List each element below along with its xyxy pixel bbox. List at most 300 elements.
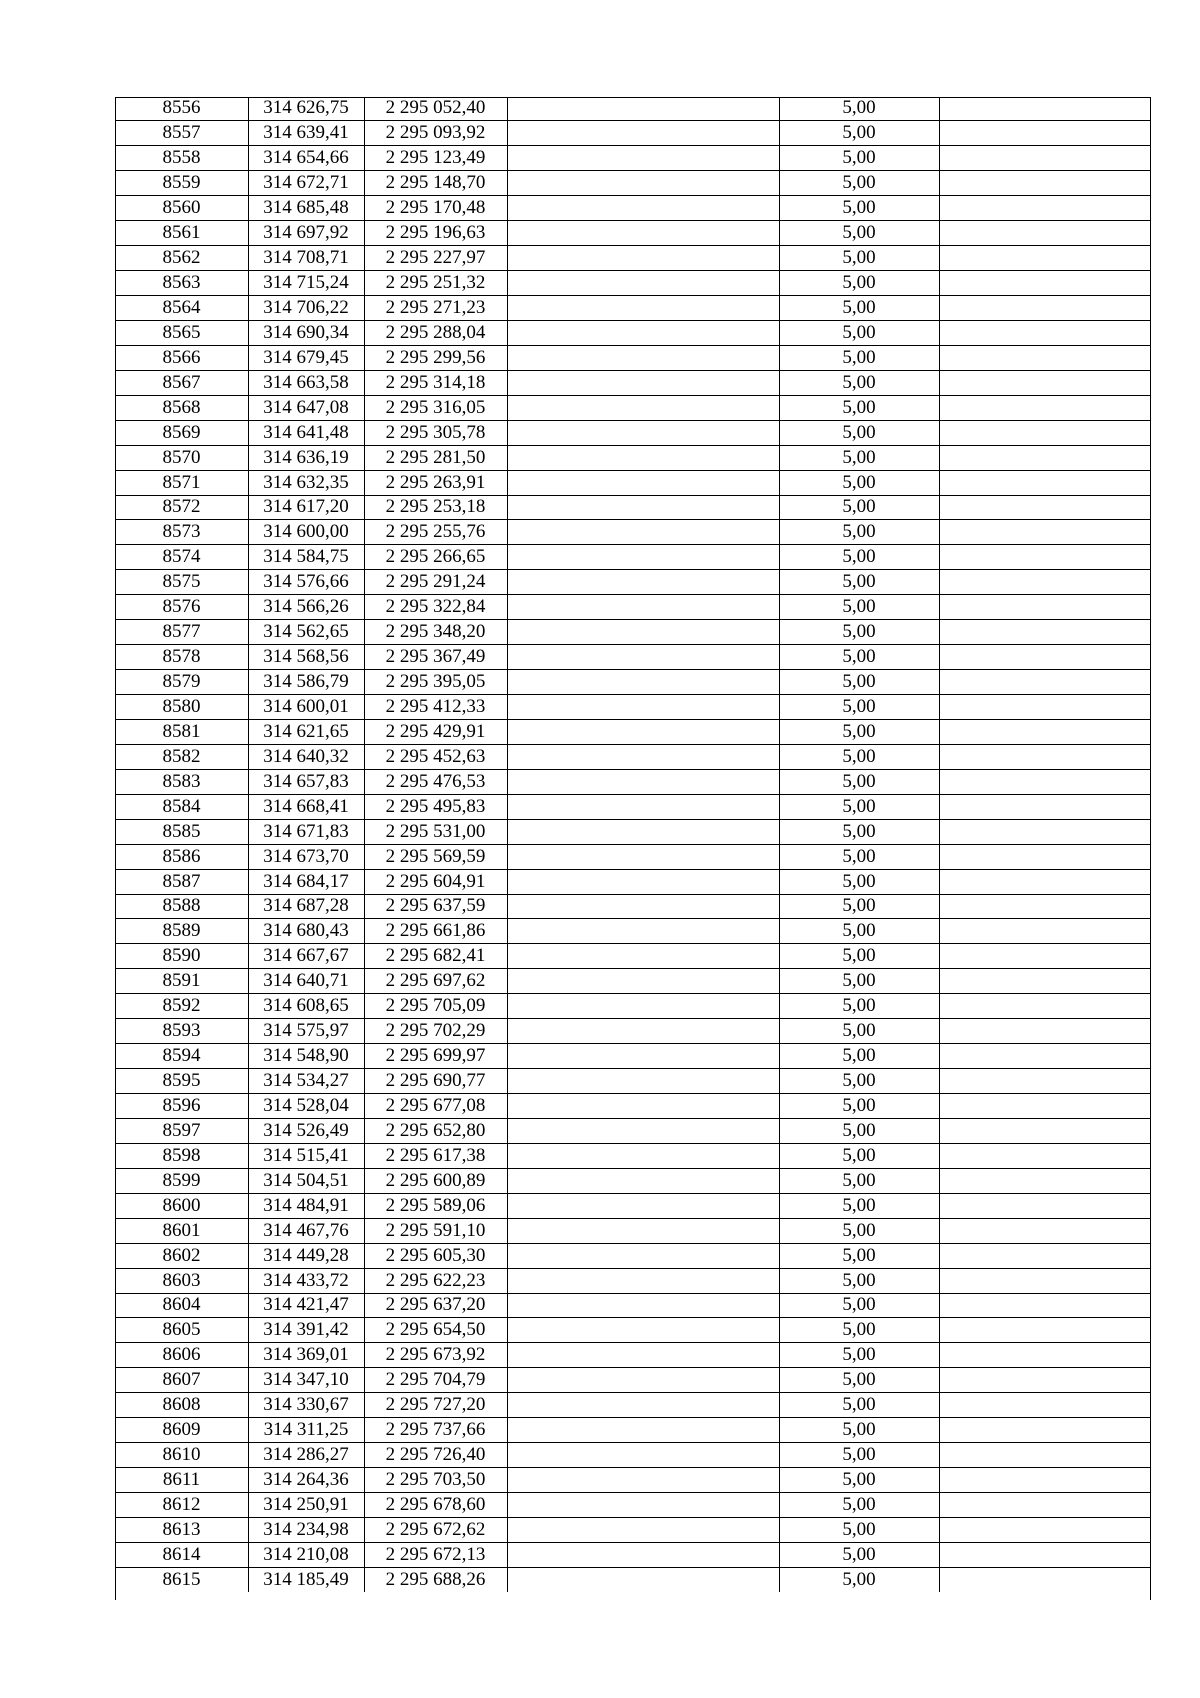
- empty-cell: [939, 1168, 1151, 1193]
- empty-cell: [939, 1468, 1151, 1493]
- point-number-cell: 8610: [115, 1443, 248, 1468]
- x-coordinate-cell: 314 636,19: [248, 445, 364, 470]
- y-coordinate-cell: 2 295 291,24: [364, 570, 507, 595]
- x-coordinate-cell: 314 608,65: [248, 994, 364, 1019]
- x-coordinate-cell: 314 617,20: [248, 495, 364, 520]
- empty-cell: [507, 495, 779, 520]
- point-number-cell: 8578: [115, 645, 248, 670]
- empty-cell: [939, 171, 1151, 196]
- y-coordinate-cell: 2 295 305,78: [364, 420, 507, 445]
- table-row: [115, 894, 1151, 919]
- table-row: [115, 1567, 1151, 1591]
- table-row: [115, 1368, 1151, 1393]
- x-coordinate-cell: 314 311,25: [248, 1418, 364, 1443]
- empty-cell: [939, 1368, 1151, 1393]
- empty-cell: [507, 744, 779, 769]
- x-coordinate-cell: 314 663,58: [248, 370, 364, 395]
- point-number-cell: 8601: [115, 1218, 248, 1243]
- empty-cell: [507, 1443, 779, 1468]
- y-coordinate-cell: 2 295 605,30: [364, 1243, 507, 1268]
- y-coordinate-cell: 2 295 348,20: [364, 620, 507, 645]
- empty-cell: [939, 794, 1151, 819]
- point-number-cell: 8591: [115, 969, 248, 994]
- point-number-cell: 8611: [115, 1468, 248, 1493]
- table-row: [115, 1443, 1151, 1468]
- y-coordinate-cell: 2 295 052,40: [364, 97, 507, 121]
- empty-cell: [939, 520, 1151, 545]
- x-coordinate-cell: 314 568,56: [248, 645, 364, 670]
- point-number-cell: 8558: [115, 146, 248, 171]
- table-row: [115, 1118, 1151, 1143]
- x-coordinate-cell: 314 534,27: [248, 1069, 364, 1094]
- value-cell: 5,00: [779, 271, 939, 296]
- point-number-cell: 8613: [115, 1517, 248, 1542]
- y-coordinate-cell: 2 295 703,50: [364, 1468, 507, 1493]
- value-cell: 5,00: [779, 969, 939, 994]
- value-cell: 5,00: [779, 1019, 939, 1044]
- value-cell: 5,00: [779, 520, 939, 545]
- point-number-cell: 8607: [115, 1368, 248, 1393]
- empty-cell: [507, 1243, 779, 1268]
- table-row: [115, 545, 1151, 570]
- y-coordinate-cell: 2 295 591,10: [364, 1218, 507, 1243]
- table-row: [115, 1418, 1151, 1443]
- x-coordinate-cell: 314 433,72: [248, 1268, 364, 1293]
- empty-cell: [939, 695, 1151, 720]
- x-coordinate-cell: 314 640,32: [248, 744, 364, 769]
- empty-cell: [507, 345, 779, 370]
- table-row: [115, 1468, 1151, 1493]
- empty-cell: [507, 545, 779, 570]
- y-coordinate-cell: 2 295 622,23: [364, 1268, 507, 1293]
- x-coordinate-cell: 314 562,65: [248, 620, 364, 645]
- table-row: [115, 1243, 1151, 1268]
- empty-cell: [939, 869, 1151, 894]
- point-number-cell: 8614: [115, 1542, 248, 1567]
- y-coordinate-cell: 2 295 093,92: [364, 121, 507, 146]
- x-coordinate-cell: 314 668,41: [248, 794, 364, 819]
- empty-cell: [939, 969, 1151, 994]
- y-coordinate-cell: 2 295 412,33: [364, 695, 507, 720]
- x-coordinate-cell: 314 528,04: [248, 1094, 364, 1119]
- empty-cell: [939, 1318, 1151, 1343]
- y-coordinate-cell: 2 295 705,09: [364, 994, 507, 1019]
- y-coordinate-cell: 2 295 148,70: [364, 171, 507, 196]
- x-coordinate-cell: 314 685,48: [248, 196, 364, 221]
- point-number-cell: 8604: [115, 1293, 248, 1318]
- table-row: [115, 1343, 1151, 1368]
- empty-cell: [507, 670, 779, 695]
- value-cell: 5,00: [779, 1418, 939, 1443]
- y-coordinate-cell: 2 295 697,62: [364, 969, 507, 994]
- empty-cell: [507, 769, 779, 794]
- empty-cell: [507, 620, 779, 645]
- value-cell: 5,00: [779, 1243, 939, 1268]
- x-coordinate-cell: 314 586,79: [248, 670, 364, 695]
- y-coordinate-cell: 2 295 737,66: [364, 1418, 507, 1443]
- empty-cell: [507, 520, 779, 545]
- x-coordinate-cell: 314 264,36: [248, 1468, 364, 1493]
- empty-cell: [939, 1143, 1151, 1168]
- point-number-cell: 8567: [115, 370, 248, 395]
- empty-cell: [507, 470, 779, 495]
- value-cell: 5,00: [779, 719, 939, 744]
- empty-cell: [507, 1193, 779, 1218]
- empty-cell: [507, 969, 779, 994]
- table-row: [115, 769, 1151, 794]
- empty-cell: [939, 420, 1151, 445]
- point-number-cell: 8596: [115, 1094, 248, 1119]
- empty-cell: [507, 246, 779, 271]
- value-cell: 5,00: [779, 1268, 939, 1293]
- empty-cell: [939, 370, 1151, 395]
- value-cell: 5,00: [779, 1318, 939, 1343]
- value-cell: 5,00: [779, 1193, 939, 1218]
- value-cell: 5,00: [779, 1443, 939, 1468]
- empty-cell: [939, 1443, 1151, 1468]
- point-number-cell: 8575: [115, 570, 248, 595]
- x-coordinate-cell: 314 185,49: [248, 1567, 364, 1591]
- x-coordinate-cell: 314 526,49: [248, 1118, 364, 1143]
- point-number-cell: 8587: [115, 869, 248, 894]
- empty-cell: [939, 1293, 1151, 1318]
- table-row: [115, 171, 1151, 196]
- value-cell: 5,00: [779, 1343, 939, 1368]
- table-row: [115, 1318, 1151, 1343]
- empty-cell: [507, 420, 779, 445]
- point-number-cell: 8577: [115, 620, 248, 645]
- x-coordinate-cell: 314 647,08: [248, 395, 364, 420]
- empty-cell: [939, 819, 1151, 844]
- table-row: [115, 1044, 1151, 1069]
- table-row: [115, 670, 1151, 695]
- empty-cell: [507, 819, 779, 844]
- x-coordinate-cell: 314 566,26: [248, 595, 364, 620]
- x-coordinate-cell: 314 639,41: [248, 121, 364, 146]
- point-number-cell: 8612: [115, 1493, 248, 1518]
- empty-cell: [939, 1343, 1151, 1368]
- x-coordinate-cell: 314 697,92: [248, 221, 364, 246]
- coordinates-table-body: [115, 97, 1151, 1592]
- empty-cell: [507, 271, 779, 296]
- point-number-cell: 8564: [115, 296, 248, 321]
- point-number-cell: 8560: [115, 196, 248, 221]
- y-coordinate-cell: 2 295 123,49: [364, 146, 507, 171]
- value-cell: 5,00: [779, 894, 939, 919]
- x-coordinate-cell: 314 671,83: [248, 819, 364, 844]
- point-number-cell: 8589: [115, 919, 248, 944]
- y-coordinate-cell: 2 295 266,65: [364, 545, 507, 570]
- y-coordinate-cell: 2 295 637,20: [364, 1293, 507, 1318]
- value-cell: 5,00: [779, 146, 939, 171]
- y-coordinate-cell: 2 295 637,59: [364, 894, 507, 919]
- table-row: [115, 919, 1151, 944]
- y-coordinate-cell: 2 295 727,20: [364, 1393, 507, 1418]
- y-coordinate-cell: 2 295 263,91: [364, 470, 507, 495]
- empty-cell: [507, 97, 779, 121]
- table-row: [115, 296, 1151, 321]
- y-coordinate-cell: 2 295 569,59: [364, 844, 507, 869]
- table-row: [115, 1069, 1151, 1094]
- point-number-cell: 8592: [115, 994, 248, 1019]
- value-cell: 5,00: [779, 1218, 939, 1243]
- empty-cell: [939, 495, 1151, 520]
- empty-cell: [939, 1567, 1151, 1591]
- empty-cell: [507, 1318, 779, 1343]
- table-row: [115, 221, 1151, 246]
- y-coordinate-cell: 2 295 299,56: [364, 345, 507, 370]
- value-cell: 5,00: [779, 121, 939, 146]
- value-cell: 5,00: [779, 246, 939, 271]
- table-row: [115, 869, 1151, 894]
- x-coordinate-cell: 314 210,08: [248, 1542, 364, 1567]
- x-coordinate-cell: 314 391,42: [248, 1318, 364, 1343]
- empty-cell: [939, 221, 1151, 246]
- y-coordinate-cell: 2 295 170,48: [364, 196, 507, 221]
- point-number-cell: 8568: [115, 395, 248, 420]
- y-coordinate-cell: 2 295 429,91: [364, 719, 507, 744]
- empty-cell: [507, 1343, 779, 1368]
- x-coordinate-cell: 314 504,51: [248, 1168, 364, 1193]
- empty-cell: [939, 570, 1151, 595]
- table-row: [115, 370, 1151, 395]
- y-coordinate-cell: 2 295 495,83: [364, 794, 507, 819]
- x-coordinate-cell: 314 575,97: [248, 1019, 364, 1044]
- empty-cell: [507, 719, 779, 744]
- x-coordinate-cell: 314 715,24: [248, 271, 364, 296]
- empty-cell: [507, 994, 779, 1019]
- empty-cell: [939, 246, 1151, 271]
- x-coordinate-cell: 314 684,17: [248, 869, 364, 894]
- x-coordinate-cell: 314 234,98: [248, 1517, 364, 1542]
- value-cell: 5,00: [779, 869, 939, 894]
- value-cell: 5,00: [779, 1044, 939, 1069]
- empty-cell: [507, 794, 779, 819]
- value-cell: 5,00: [779, 1393, 939, 1418]
- empty-cell: [939, 1069, 1151, 1094]
- x-coordinate-cell: 314 680,43: [248, 919, 364, 944]
- empty-cell: [507, 1517, 779, 1542]
- point-number-cell: 8605: [115, 1318, 248, 1343]
- x-coordinate-cell: 314 626,75: [248, 97, 364, 121]
- value-cell: 5,00: [779, 1517, 939, 1542]
- empty-cell: [507, 1368, 779, 1393]
- empty-cell: [507, 1218, 779, 1243]
- empty-cell: [507, 445, 779, 470]
- value-cell: 5,00: [779, 570, 939, 595]
- empty-cell: [507, 919, 779, 944]
- point-number-cell: 8603: [115, 1268, 248, 1293]
- point-number-cell: 8608: [115, 1393, 248, 1418]
- table-row: [115, 470, 1151, 495]
- point-number-cell: 8606: [115, 1343, 248, 1368]
- y-coordinate-cell: 2 295 677,08: [364, 1094, 507, 1119]
- table-row: [115, 570, 1151, 595]
- point-number-cell: 8595: [115, 1069, 248, 1094]
- y-coordinate-cell: 2 295 688,26: [364, 1567, 507, 1591]
- y-coordinate-cell: 2 295 672,62: [364, 1517, 507, 1542]
- value-cell: 5,00: [779, 395, 939, 420]
- empty-cell: [507, 1118, 779, 1143]
- value-cell: 5,00: [779, 221, 939, 246]
- empty-cell: [507, 1143, 779, 1168]
- table-row: [115, 944, 1151, 969]
- y-coordinate-cell: 2 295 253,18: [364, 495, 507, 520]
- value-cell: 5,00: [779, 670, 939, 695]
- empty-cell: [939, 1542, 1151, 1567]
- table-row: [115, 146, 1151, 171]
- x-coordinate-cell: 314 706,22: [248, 296, 364, 321]
- empty-cell: [939, 1517, 1151, 1542]
- empty-cell: [939, 1094, 1151, 1119]
- table-row: [115, 495, 1151, 520]
- empty-cell: [507, 196, 779, 221]
- y-coordinate-cell: 2 295 251,32: [364, 271, 507, 296]
- table-row: [115, 969, 1151, 994]
- empty-cell: [507, 146, 779, 171]
- x-coordinate-cell: 314 584,75: [248, 545, 364, 570]
- value-cell: 5,00: [779, 919, 939, 944]
- empty-cell: [507, 844, 779, 869]
- x-coordinate-cell: 314 421,47: [248, 1293, 364, 1318]
- empty-cell: [507, 1418, 779, 1443]
- empty-cell: [939, 121, 1151, 146]
- empty-cell: [507, 1019, 779, 1044]
- x-coordinate-cell: 314 667,67: [248, 944, 364, 969]
- value-cell: 5,00: [779, 345, 939, 370]
- table-row: [115, 719, 1151, 744]
- empty-cell: [507, 121, 779, 146]
- empty-cell: [507, 1168, 779, 1193]
- table-row: [115, 794, 1151, 819]
- table-row: [115, 1168, 1151, 1193]
- table-row: [115, 121, 1151, 146]
- point-number-cell: 8594: [115, 1044, 248, 1069]
- table-row: [115, 345, 1151, 370]
- value-cell: 5,00: [779, 595, 939, 620]
- empty-cell: [507, 595, 779, 620]
- empty-cell: [939, 944, 1151, 969]
- x-coordinate-cell: 314 449,28: [248, 1243, 364, 1268]
- x-coordinate-cell: 314 369,01: [248, 1343, 364, 1368]
- value-cell: 5,00: [779, 171, 939, 196]
- empty-cell: [939, 1044, 1151, 1069]
- table-row: [115, 844, 1151, 869]
- x-coordinate-cell: 314 657,83: [248, 769, 364, 794]
- y-coordinate-cell: 2 295 617,38: [364, 1143, 507, 1168]
- x-coordinate-cell: 314 673,70: [248, 844, 364, 869]
- empty-cell: [939, 994, 1151, 1019]
- value-cell: 5,00: [779, 320, 939, 345]
- y-coordinate-cell: 2 295 196,63: [364, 221, 507, 246]
- point-number-cell: 8609: [115, 1418, 248, 1443]
- empty-cell: [507, 296, 779, 321]
- point-number-cell: 8581: [115, 719, 248, 744]
- value-cell: 5,00: [779, 1567, 939, 1591]
- value-cell: 5,00: [779, 1118, 939, 1143]
- table-row: [115, 994, 1151, 1019]
- empty-cell: [939, 894, 1151, 919]
- point-number-cell: 8562: [115, 246, 248, 271]
- y-coordinate-cell: 2 295 227,97: [364, 246, 507, 271]
- x-coordinate-cell: 314 548,90: [248, 1044, 364, 1069]
- value-cell: 5,00: [779, 196, 939, 221]
- empty-cell: [507, 1268, 779, 1293]
- empty-cell: [939, 395, 1151, 420]
- value-cell: 5,00: [779, 1094, 939, 1119]
- value-cell: 5,00: [779, 1143, 939, 1168]
- empty-cell: [939, 645, 1151, 670]
- y-coordinate-cell: 2 295 652,80: [364, 1118, 507, 1143]
- value-cell: 5,00: [779, 1542, 939, 1567]
- empty-cell: [507, 1094, 779, 1119]
- point-number-cell: 8598: [115, 1143, 248, 1168]
- value-cell: 5,00: [779, 744, 939, 769]
- point-number-cell: 8585: [115, 819, 248, 844]
- point-number-cell: 8582: [115, 744, 248, 769]
- empty-cell: [939, 595, 1151, 620]
- value-cell: 5,00: [779, 296, 939, 321]
- y-coordinate-cell: 2 295 531,00: [364, 819, 507, 844]
- table-row: [115, 320, 1151, 345]
- x-coordinate-cell: 314 640,71: [248, 969, 364, 994]
- point-number-cell: 8588: [115, 894, 248, 919]
- point-number-cell: 8584: [115, 794, 248, 819]
- table-row: [115, 271, 1151, 296]
- table-row: [115, 395, 1151, 420]
- table-row: [115, 520, 1151, 545]
- empty-cell: [939, 769, 1151, 794]
- table-row: [115, 1193, 1151, 1218]
- y-coordinate-cell: 2 295 476,53: [364, 769, 507, 794]
- empty-cell: [939, 1218, 1151, 1243]
- point-number-cell: 8573: [115, 520, 248, 545]
- y-coordinate-cell: 2 295 314,18: [364, 370, 507, 395]
- table-row: [115, 420, 1151, 445]
- table-row: [115, 645, 1151, 670]
- y-coordinate-cell: 2 295 452,63: [364, 744, 507, 769]
- value-cell: 5,00: [779, 445, 939, 470]
- y-coordinate-cell: 2 295 678,60: [364, 1493, 507, 1518]
- empty-cell: [939, 1268, 1151, 1293]
- value-cell: 5,00: [779, 695, 939, 720]
- value-cell: 5,00: [779, 819, 939, 844]
- empty-cell: [507, 1567, 779, 1591]
- empty-cell: [939, 545, 1151, 570]
- point-number-cell: 8590: [115, 944, 248, 969]
- empty-cell: [939, 1118, 1151, 1143]
- value-cell: 5,00: [779, 420, 939, 445]
- point-number-cell: 8563: [115, 271, 248, 296]
- point-number-cell: 8579: [115, 670, 248, 695]
- empty-cell: [507, 370, 779, 395]
- y-coordinate-cell: 2 295 704,79: [364, 1368, 507, 1393]
- empty-cell: [939, 345, 1151, 370]
- y-coordinate-cell: 2 295 255,76: [364, 520, 507, 545]
- x-coordinate-cell: 314 632,35: [248, 470, 364, 495]
- empty-cell: [939, 744, 1151, 769]
- empty-cell: [939, 1019, 1151, 1044]
- y-coordinate-cell: 2 295 672,13: [364, 1542, 507, 1567]
- empty-cell: [939, 146, 1151, 171]
- table-row: [115, 445, 1151, 470]
- table-row: [115, 1517, 1151, 1542]
- y-coordinate-cell: 2 295 367,49: [364, 645, 507, 670]
- point-number-cell: 8556: [115, 97, 248, 121]
- value-cell: 5,00: [779, 620, 939, 645]
- empty-cell: [507, 695, 779, 720]
- point-number-cell: 8570: [115, 445, 248, 470]
